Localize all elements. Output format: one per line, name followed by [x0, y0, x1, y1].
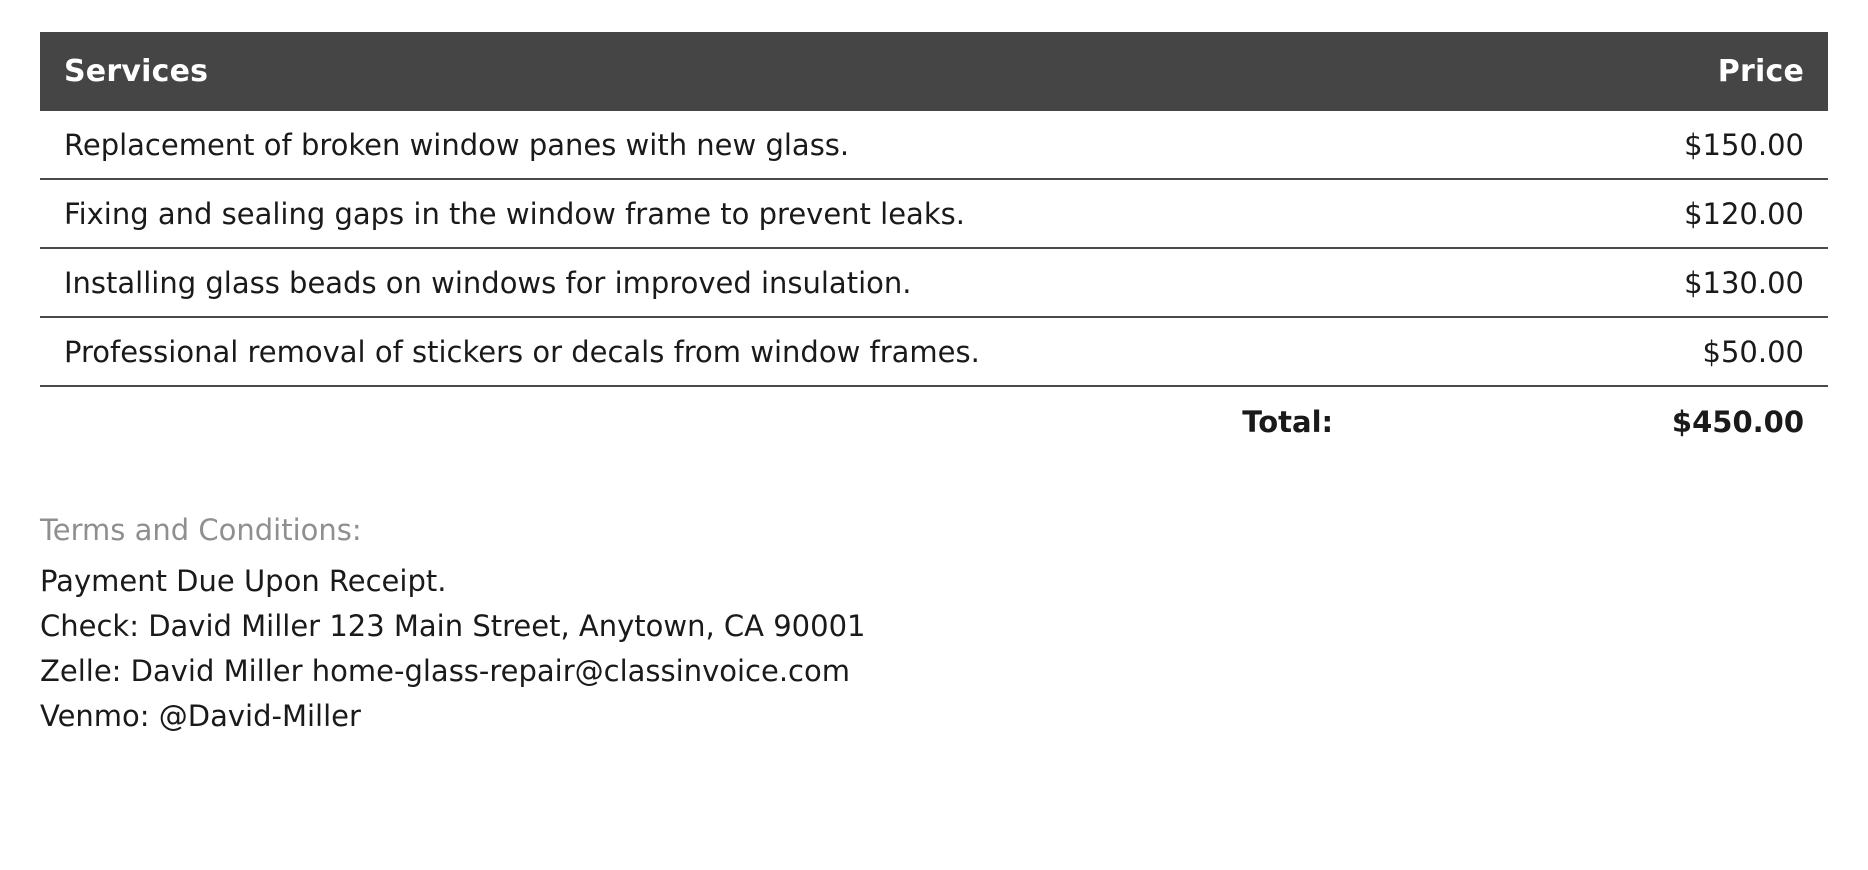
- table-total-row: [40, 386, 1828, 455]
- services-price-table: [40, 32, 1828, 455]
- service-description: Fixing and sealing gaps in the window frame to prevent leaks.: [40, 179, 1363, 248]
- service-description: Replacement of broken window panes with new glass.: [40, 111, 1363, 179]
- table-row: [40, 111, 1828, 179]
- terms-heading: Terms and Conditions:: [40, 513, 362, 547]
- service-description: Professional removal of stickers or decals from window frames.: [40, 317, 1363, 386]
- total-label: Total:: [1242, 405, 1334, 439]
- terms-line-zelle: Zelle: David Miller home-glass-repair@classinvoice.com: [40, 653, 850, 688]
- table-header: [40, 32, 1828, 111]
- terms-line-payment: Payment Due Upon Receipt.: [40, 564, 447, 598]
- table-header-row: [40, 32, 1828, 111]
- terms-line-check: Check: David Miller 123 Main Street, Anytown, CA 90001: [40, 608, 866, 643]
- table-row: [40, 179, 1828, 248]
- table-body: [40, 111, 1828, 455]
- service-price: $50.00: [1363, 317, 1828, 386]
- service-price: $150.00: [1363, 111, 1828, 179]
- service-price: $120.00: [1363, 179, 1828, 248]
- terms-line-venmo: Venmo: @David-Miller: [40, 698, 361, 733]
- service-description: Installing glass beads on windows for improved insulation.: [40, 248, 1363, 317]
- terms-and-conditions-section: [40, 513, 1828, 739]
- column-header-services: Services: [40, 32, 1363, 111]
- table-row: [40, 317, 1828, 386]
- total-amount: $450.00: [1671, 405, 1804, 439]
- column-header-price: Price: [1363, 32, 1828, 111]
- service-price: $130.00: [1363, 248, 1828, 317]
- table-row: [40, 248, 1828, 317]
